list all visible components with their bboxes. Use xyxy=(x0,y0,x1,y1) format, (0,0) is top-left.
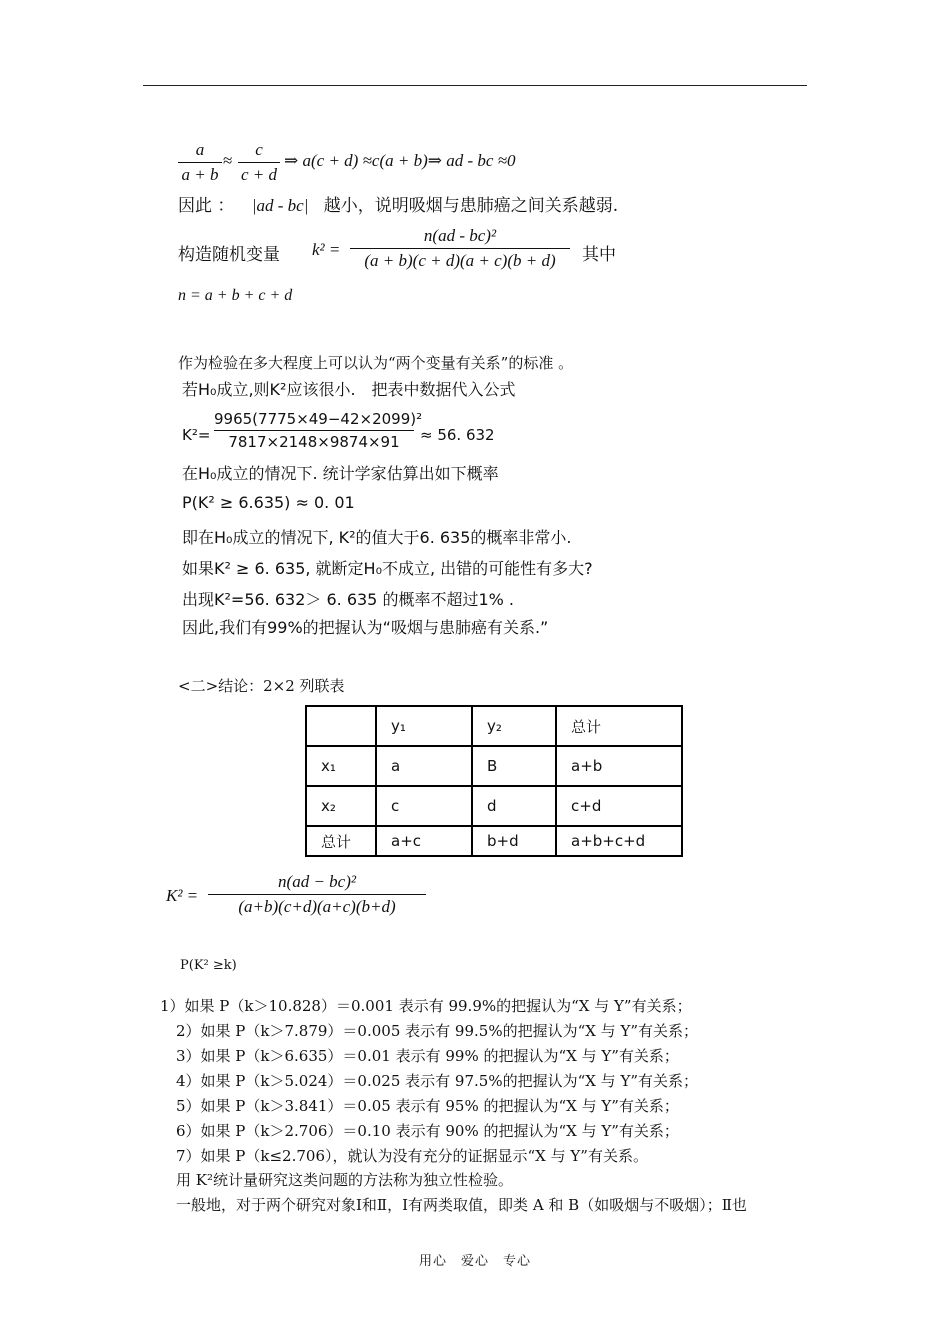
table-cell: a+b xyxy=(556,746,682,786)
fraction-bar xyxy=(214,430,414,431)
h0-small-text: 若H₀成立,则K²应该很小. 把表中数据代入公式 xyxy=(182,380,516,399)
list-item: 3）如果 P（k＞6.635）＝0.01 表示有 99% 的把握认为“X 与 Y”有关系； xyxy=(176,1047,679,1065)
table-cell: c+d xyxy=(556,786,682,826)
k2-value-fraction xyxy=(214,410,423,451)
fraction-c-over-c-plus-d xyxy=(238,140,280,185)
fraction-bar xyxy=(178,162,222,163)
table-cell: y₂ xyxy=(472,706,556,746)
general-text: 一般地，对于两个研究对象Ⅰ和Ⅱ，Ⅰ有两类取值，即类 A 和 B（如吸烟与不吸烟）；Ⅱ也 xyxy=(176,1196,747,1214)
list-item: 2）如果 P（k＞7.879）＝0.005 表示有 99.5%的把握认为“X 与 Y”有关系； xyxy=(176,1022,699,1040)
appear-text: 出现K²=56. 632＞ 6. 635 的概率不超过1% . xyxy=(182,590,515,609)
probability-text: P(K² ≥ 6.635) ≈ 0. 01 xyxy=(182,493,355,512)
small-probability-text: 即在H₀成立的情况下, K²的值大于6. 635的概率非常小. xyxy=(182,528,572,547)
k2-value-lhs: K²= xyxy=(182,426,211,444)
denominator: a + b xyxy=(181,165,219,184)
denominator: c + d xyxy=(240,165,278,184)
table-row xyxy=(306,826,682,856)
numerator: n(ad − bc)² xyxy=(278,872,356,891)
table-cell: x₂ xyxy=(306,786,376,826)
abs-expression: |ad - bc| xyxy=(251,196,309,215)
implication-chain: ⇒ a(c + d) ≈c(a + b)⇒ ad - bc ≈0 xyxy=(284,151,516,170)
table-cell: a+c xyxy=(376,826,472,856)
question-text: 如果K² ≥ 6. 635, 就断定H₀不成立, 出错的可能性有多大? xyxy=(182,559,593,578)
table-cell xyxy=(306,706,376,746)
conclusion-text: 因此,我们有99%的把握认为“吸烟与患肺癌有关系.” xyxy=(182,618,549,637)
denominator: (a + b)(c + d)(a + c)(b + d) xyxy=(364,251,556,270)
header-rule xyxy=(143,85,807,86)
table-cell: c xyxy=(376,786,472,826)
n-definition: n = a + b + c + d xyxy=(178,287,293,304)
table-row xyxy=(306,746,682,786)
k2-lhs: k² = xyxy=(312,240,341,259)
denominator: (a+b)(c+d)(a+c)(b+d) xyxy=(238,897,396,916)
construct-label: 构造随机变量 xyxy=(178,245,280,265)
therefore-text: 越小，说明吸烟与患肺癌之间关系越弱. xyxy=(323,196,619,216)
list-item: 7）如果 P（k≤2.706），就认为没有充分的证据显示“X 与 Y”有关系。 xyxy=(176,1147,648,1165)
where-label: 其中 xyxy=(582,245,616,265)
fraction-bar xyxy=(350,248,570,249)
k2-fraction xyxy=(350,226,570,271)
contingency-table xyxy=(305,705,683,857)
table-row xyxy=(306,786,682,826)
method-text: 用 K²统计量研究这类问题的方法称为独立性检验。 xyxy=(176,1171,513,1189)
probability-label: P(K² ≥k) xyxy=(180,958,237,973)
list-item: 5）如果 P（k＞3.841）＝0.05 表示有 95% 的把握认为“X 与 Y”有关系； xyxy=(176,1097,679,1115)
table-cell: B xyxy=(472,746,556,786)
list-item: 1）如果 P（k＞10.828）＝0.001 表示有 99.9%的把握认为“X 与 Y”有关系； xyxy=(160,997,692,1015)
table-row xyxy=(306,706,682,746)
formula2-lhs: K² = xyxy=(166,886,199,905)
approx-sign: ≈ xyxy=(223,151,233,170)
table-cell: 总计 xyxy=(556,706,682,746)
numerator: a xyxy=(195,140,205,159)
table-cell: 总计 xyxy=(306,826,376,856)
formula2-fraction xyxy=(208,872,426,917)
section-title: <二>结论：2×2 列联表 xyxy=(178,677,345,695)
therefore-line xyxy=(178,191,618,216)
table-cell: a xyxy=(376,746,472,786)
estimate-text: 在H₀成立的情况下. 统计学家估算出如下概率 xyxy=(182,464,499,483)
table-cell: d xyxy=(472,786,556,826)
denominator: 7817×2148×9874×91 xyxy=(228,433,400,451)
table-cell: y₁ xyxy=(376,706,472,746)
table-cell: x₁ xyxy=(306,746,376,786)
list-item: 4）如果 P（k＞5.024）＝0.025 表示有 97.5%的把握认为“X 与 Y”有关系； xyxy=(176,1072,699,1090)
numerator: c xyxy=(255,140,263,159)
numerator: n(ad - bc)² xyxy=(423,226,497,245)
list-item: 6）如果 P（k＞2.706）＝0.10 表示有 90% 的把握认为“X 与 Y”有关系； xyxy=(176,1122,679,1140)
page-footer: 用心 爱心 专心 xyxy=(418,1254,531,1269)
therefore-label: 因此 ： xyxy=(178,196,235,216)
table-cell: a+b+c+d xyxy=(556,826,682,856)
k2-value-rhs: ≈ 56. 632 xyxy=(420,426,495,444)
table-cell: b+d xyxy=(472,826,556,856)
numerator: 9965(7775×49−42×2099)² xyxy=(214,410,423,428)
fraction-a-over-a-plus-b xyxy=(178,140,222,185)
standard-text: 作为检验在多大程度上可以认为“两个变量有关系”的标准 。 xyxy=(178,354,574,372)
fraction-bar xyxy=(238,162,280,163)
fraction-bar xyxy=(208,894,426,895)
